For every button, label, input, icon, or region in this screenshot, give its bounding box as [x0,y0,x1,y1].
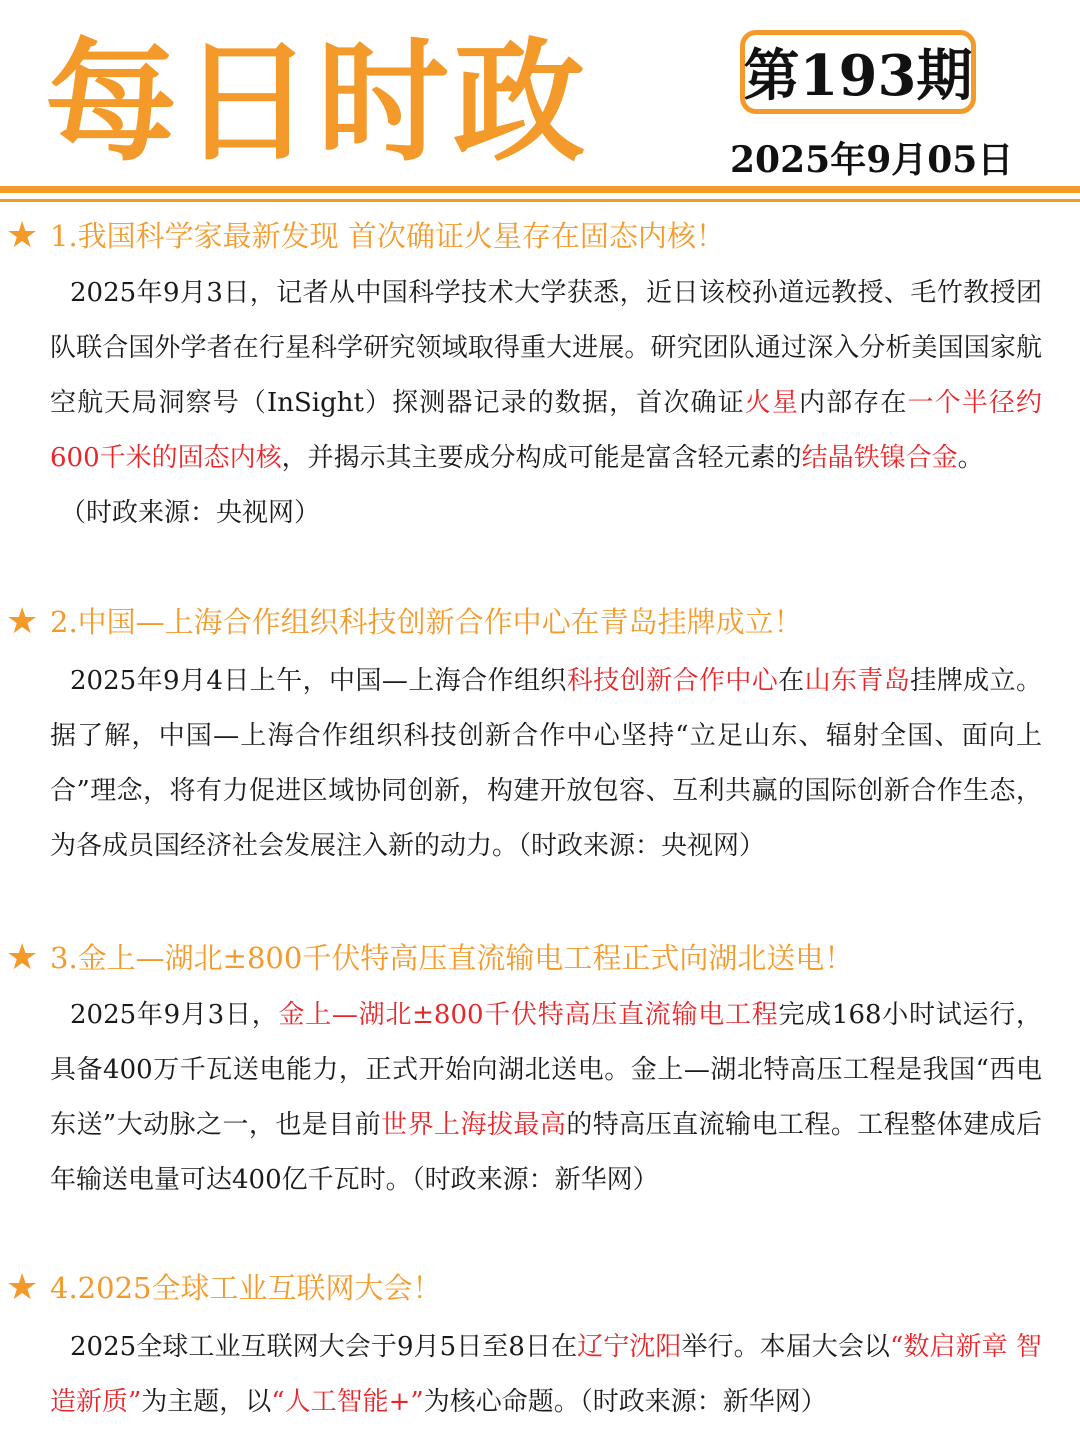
body-text: 的特高压直流输电工程。工程整体建成后年输送电量可达400亿千瓦时。（时政来源：新华网） [50,1110,1042,1195]
body-text: 2025全球工业互联网大会于9月5日至8日在 [70,1332,578,1362]
article-title: 1.我国科学家最新发现 首次确证火星存在固态内核！ [50,219,725,253]
star-icon: ★ [6,1267,39,1308]
article-body [50,654,1042,874]
header-divider-thin [0,199,1080,202]
body-text: 为核心命题。（时政来源：新华网） [423,1387,827,1417]
highlight-text: 金上—湖北±800千伏特高压直流输电工程 [278,1000,779,1030]
issue-date: 2025年9月05日 [730,139,1014,181]
highlight-text: 山东青岛 [804,666,911,696]
body-text: 2025年9月3日，记者从中国科学技术大学获悉，近日该校孙道远教授、毛竹教授团队联合国外学者在行星科学研究领域取得重大进展。研究团队通过深入分析美国国家航空航天局洞察号（InSight）探测器记录的数据，首次确证 [50,278,1042,418]
article-body [50,1320,1042,1430]
star-icon: ★ [6,601,39,642]
star-icon: ★ [6,215,39,256]
page-title: 每日时政 [45,26,589,180]
body-text: 。 [957,443,984,473]
article-body [50,988,1042,1208]
body-text: 2025年9月3日， [70,1000,279,1030]
header [0,0,1080,185]
article-title: 4.2025全球工业互联网大会！ [50,1271,442,1305]
highlight-text: 火星 [744,388,799,418]
highlight-text: 科技创新合作中心 [566,666,779,696]
article-title: 2.中国—上海合作组织科技创新合作中心在青岛挂牌成立！ [50,605,803,639]
body-text: 完成168小时试运行，具备400万千瓦送电能力，正式开始向湖北送电。金上—湖北特高压工程是我国“西电东送”大动脉之一，也是目前 [50,1000,1042,1140]
article-title: 3.金上—湖北±800千伏特高压直流输电工程正式向湖北送电！ [50,941,854,975]
news-article-1 [0,216,1080,541]
body-text: 内部存在 [799,388,908,418]
highlight-text: 辽宁沈阳 [577,1332,682,1362]
highlight-text: “数启新章 智造新质” [50,1332,1042,1417]
news-article-3 [0,938,1080,1208]
article-title-row [0,1268,1080,1308]
news-article-2 [0,602,1080,874]
star-icon: ★ [6,937,39,978]
body-text: 2025年9月4日上午，中国—上海合作组织 [70,666,567,696]
body-text: 为主题，以 [141,1387,272,1417]
body-text: 在 [778,666,805,696]
article-source: （时政来源：央视网） [60,498,321,528]
article-title-row [0,938,1080,978]
article-body [50,266,1042,486]
highlight-text: 结晶铁镍合金 [801,443,958,473]
body-text: ，并揭示其主要成分构成可能是富含轻元素的 [281,443,802,473]
header-divider-thick [0,186,1080,193]
article-title-row [0,602,1080,642]
issue-badge: 第193期 [740,30,976,114]
highlight-text: 世界上海拔最高 [381,1110,567,1140]
highlight-text: “人工智能+” [271,1387,424,1417]
body-text: 挂牌成立。据了解，中国—上海合作组织科技创新合作中心坚持“立足山东、辐射全国、面向上合”理念，将有力促进区域协同创新，构建开放包容、互利共赢的国际创新合作生态，为各成员国经济社会发展注入新的动力。（时政来源：央视网） [50,666,1042,861]
article-title-row [0,216,1080,256]
body-text: 举行。本届大会以 [681,1332,891,1362]
highlight-text: 一个半径约600千米的固态内核 [50,388,1042,473]
news-article-4 [0,1268,1080,1430]
